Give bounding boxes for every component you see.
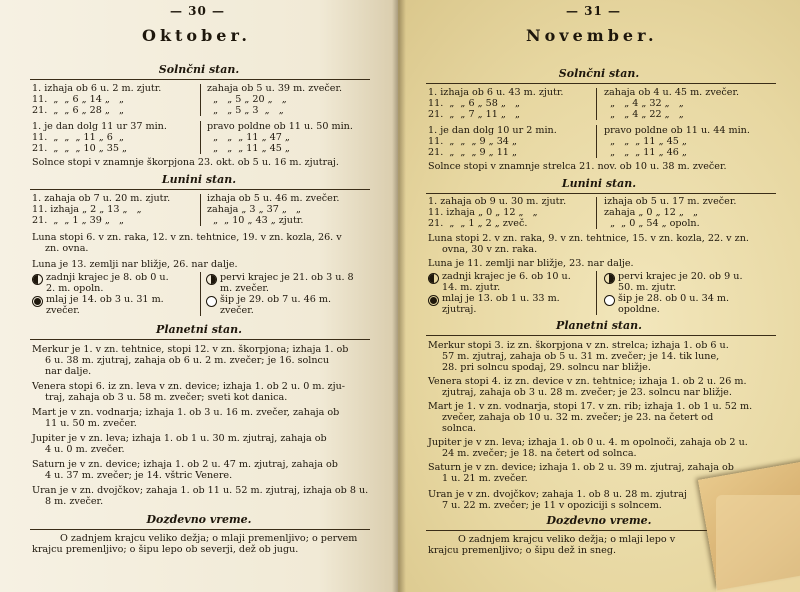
solar-row: „ „ „ 11 „ 47 „ (207, 132, 290, 143)
planet-line: Venera stopi 6. iz zn. leva v zn. device; izhaja 1. ob 2 u. 0 m. zju- (32, 381, 346, 392)
phase-text: pervi krajec je 20. ob 9 u. (618, 271, 743, 282)
column-divider (596, 197, 597, 229)
planet-line: 7 u. 22 m. zvečer; je 11 v opoziciji s solncem. (442, 500, 662, 511)
solar-row: 11. „ „ 6 „ 58 „ „ (428, 98, 520, 109)
planet-line: Merkur stopi 3. iz zn. škorpjona v zn. strelca; izhaja 1. ob 6 u. (428, 340, 729, 351)
divider (426, 335, 776, 336)
paper-stain-highlight (716, 495, 800, 592)
phase-text: zvečer. (46, 305, 80, 316)
planet-line: 1 u. 21 m. zvečer. (442, 473, 528, 484)
weather-heading: Dozdevno vreme. (146, 513, 252, 526)
solar-row: 21. „ „ „ 9 „ 11 „ (428, 147, 517, 158)
solar-row: 21. „ „ „ 10 „ 35 „ (32, 143, 128, 154)
phase-text: 14. m. zjutr. (442, 282, 501, 293)
page-number: — 31 — (566, 4, 622, 18)
planet-line: zvečer, zahaja ob 10 u. 32 m. zvečer; je 23. na četert od (442, 412, 714, 423)
planets-heading: Planetni stan. (556, 319, 642, 332)
weather-line: O zadnjem krajcu veliko dežja; o mlaji lepo v (458, 534, 676, 545)
solar-footer: Solnce stopi v znamnje strelca 21. nov. ob 10 u. 38 m. zvečer. (428, 161, 727, 172)
planet-line: Mart je 1. v zn. vodnarja, stopi 17. v zn. rib; izhaja 1. ob 1 u. 52 m. (428, 401, 753, 412)
planet-line: 28. pri solncu spodaj, 29. solncu nar bližje. (442, 362, 651, 373)
lunar-text: zn. ovna. (45, 243, 89, 254)
phase-text: mlaj je 13. ob 1 u. 33 m. (442, 293, 560, 304)
planet-line: zjutraj, zahaja ob 3 u. 28 m. zvečer; je 23. solncu nar bližje. (442, 387, 732, 398)
month-title: November. (526, 26, 658, 45)
solar-row: 1. je dan dolg 10 ur 2 min. (428, 125, 557, 136)
divider (426, 83, 776, 84)
weather-heading: Dozdevno vreme. (546, 514, 652, 527)
column-divider (200, 194, 201, 226)
planet-line: Jupiter je v zn. leva; izhaja 1. ob 1 u. 30 m. zjutraj, zahaja ob (32, 433, 327, 444)
column-divider (200, 84, 201, 116)
planet-line: Merkur je 1. v zn. tehtnice, stopi 12. v zn. škorpjona; izhaja 1. ob (32, 344, 349, 355)
phase-text: m. zvečer. (220, 283, 269, 294)
new-moon-icon (32, 296, 43, 307)
planet-line: nar dalje. (45, 366, 92, 377)
planet-line: Jupiter je v zn. leva; izhaja 1. ob 0 u. 4. m opolnoči, zahaja ob 2 u. (428, 437, 748, 448)
lunar-row: 11. izhaja „ 0 „ 12 „ „ (428, 207, 538, 218)
planet-line: Mart je v zn. vodnarja; izhaja 1. ob 3 u. 16 m. zvečer, zahaja ob (32, 407, 340, 418)
phase-text: zjutraj. (442, 304, 477, 315)
lunar-heading: Lunini stan. (561, 177, 637, 190)
first-quarter-icon (206, 274, 217, 285)
lunar-row: zahaja „ 3 „ 37 „ „ (207, 204, 301, 215)
lunar-text: Luna je 11. zemlji nar bližje, 23. nar dalje. (428, 258, 634, 269)
phase-text: zadnji krajec je 6. ob 10 u. (442, 271, 571, 282)
last-quarter-icon (32, 274, 43, 285)
solar-row: „ „ „ 11 „ 45 „ (604, 136, 687, 147)
divider (30, 529, 370, 530)
weather-line: O zadnjem krajcu veliko dežja; o mlaji premenljivo; o pervem (60, 533, 358, 544)
lunar-heading: Lunini stan. (161, 173, 237, 186)
phase-text: pervi krajec je 21. ob 3 u. 8 (220, 272, 354, 283)
planet-line: 24 m. zvečer; je 18. na četert od solnca. (442, 448, 637, 459)
lunar-row: izhaja ob 5 u. 46 m. zvečer. (207, 193, 340, 204)
planet-line: Saturn je v zn. device; izhaja 1. ob 2 u. 47 m. zjutraj, zahaja ob (32, 459, 338, 470)
solar-row: zahaja ob 5 u. 39 m. zvečer. (207, 83, 343, 94)
weather-line: krajcu premenljivo; o šipu dež in sneg. (428, 545, 617, 556)
solar-row: „ „ „ 11 „ 45 „ (207, 143, 290, 154)
solar-row: „ „ 5 „ 3 „ „ (207, 105, 284, 116)
solar-row: 1. izhaja ob 6 u. 2 m. zjutr. (32, 83, 162, 94)
solar-row: 21. „ „ 6 „ 28 „ „ (32, 105, 124, 116)
lunar-row: „ „ 10 „ 43 „ zjutr. (207, 215, 304, 226)
solar-row: „ „ 5 „ 20 „ „ (207, 94, 287, 105)
lunar-text: ovna, 30 v zn. raka. (442, 244, 538, 255)
solar-row: 1. izhaja ob 6 u. 43 m. zjutr. (428, 87, 564, 98)
last-quarter-icon (428, 273, 439, 284)
divider (30, 189, 370, 190)
full-moon-icon (604, 295, 615, 306)
planet-line: Uran je v zn. dvojčkov; zahaja 1. ob 11 u. 52 m. zjutraj, izhaja ob 8 u. (32, 485, 369, 496)
page-number: — 30 — (170, 4, 226, 18)
left-page (0, 0, 398, 592)
phase-text: opoldne. (618, 304, 660, 315)
solar-row: 1. je dan dolg 11 ur 37 min. (32, 121, 167, 132)
lunar-text: Luna stopi 2. v zn. raka, 9. v zn. tehtnice, 15. v zn. kozla, 22. v zn. (428, 233, 749, 244)
divider (30, 339, 370, 340)
lunar-row: zahaja „ 0 „ 12 „ „ (604, 207, 698, 218)
solar-row: 11. „ „ „ 9 „ 34 „ (428, 136, 517, 147)
solar-row: „ „ „ 11 „ 46 „ (604, 147, 687, 158)
planet-line: 11 u. 50 m. zvečer. (45, 418, 137, 429)
solar-row: 21. „ „ 7 „ 11 „ „ (428, 109, 520, 120)
planets-heading: Planetni stan. (156, 323, 242, 336)
planet-line: solnca. (442, 423, 477, 434)
phase-text: 50. m. zjutr. (618, 282, 677, 293)
planet-line: 4 u. 37 m. zvečer; je 14. vštric Venere. (45, 470, 233, 481)
planet-line: 4 u. 0 m. zvečer. (45, 444, 125, 455)
right-page (398, 0, 800, 592)
solar-heading: Solnčni stan. (158, 63, 240, 76)
planet-line: Saturn je v zn. device; izhaja 1. ob 2 u. 39 m. zjutraj, zahaja ob (428, 462, 734, 473)
month-title: Oktober. (142, 26, 251, 45)
lunar-row: „ „ 0 „ 54 „ opoln. (604, 218, 700, 229)
planet-line: Uran je v zn. dvojčkov; zahaja 1. ob 8 u. 28 m. zjutraj (428, 489, 687, 500)
lunar-row: 21. „ „ 1 „ 39 „ „ (32, 215, 124, 226)
lunar-text: Luna je 13. zemlji nar bližje, 26. nar dalje. (32, 259, 238, 270)
lunar-row: izhaja ob 5 u. 17 m. zvečer. (604, 196, 737, 207)
book-gutter (392, 0, 406, 592)
divider (426, 193, 776, 194)
phase-text: zadnji krajec je 8. ob 0 u. (46, 272, 169, 283)
column-divider (596, 125, 597, 158)
phase-text: šip je 29. ob 7 u. 46 m. (220, 294, 331, 305)
solar-row: „ „ 4 „ 32 „ „ (604, 98, 684, 109)
lunar-row: 21. „ „ 1 „ 2 „ zveč. (428, 218, 528, 229)
planet-line: 8 m. zvečer. (45, 496, 104, 507)
weather-line: krajcu premenljivo; o šipu lepo ob severji, dež ob jugu. (32, 544, 299, 555)
solar-row: 11. „ „ „ 11 „ 6 „ (32, 132, 124, 143)
solar-row: pravo poldne ob 11 u. 50 min. (207, 121, 353, 132)
solar-row: 11. „ „ 6 „ 14 „ „ (32, 94, 124, 105)
planet-line: Venera stopi 4. iz zn. device v zn. tehtnice; izhaja 1. ob 2 u. 26 m. (428, 376, 747, 387)
planet-line: 6 u. 38 m. zjutraj, zahaja ob 6 u. 2 m. zvečer; je 16. solncu (45, 355, 330, 366)
column-divider (200, 121, 201, 154)
column-divider (200, 272, 201, 316)
solar-row: „ „ 4 „ 22 „ „ (604, 109, 684, 120)
lunar-row: 1. zahaja ob 7 u. 20 m. zjutr. (32, 193, 171, 204)
phase-text: 2. m. opoln. (46, 283, 104, 294)
solar-row: pravo poldne ob 11 u. 44 min. (604, 125, 750, 136)
phase-text: mlaj je 14. ob 3 u. 31 m. (46, 294, 164, 305)
lunar-row: 1. zahaja ob 9 u. 30 m. zjutr. (428, 196, 567, 207)
lunar-text: Luna stopi 6. v zn. raka, 12. v zn. tehtnice, 19. v zn. kozla, 26. v (32, 232, 342, 243)
phase-text: zvečer. (220, 305, 254, 316)
lunar-row: 11. izhaja „ 2 „ 13 „ „ (32, 204, 142, 215)
solar-heading: Solnčni stan. (558, 67, 640, 80)
column-divider (596, 88, 597, 120)
planet-line: traj, zahaja ob 3 u. 58 m. zvečer; sveti kot danica. (45, 392, 288, 403)
planet-line: 57 m. zjutraj, zahaja ob 5 u. 31 m. zvečer; je 14. tik lune, (442, 351, 720, 362)
phase-text: šip je 28. ob 0 u. 34 m. (618, 293, 729, 304)
solar-row: zahaja ob 4 u. 45 m. zvečer. (604, 87, 740, 98)
solar-footer: Solnce stopi v znamnje škorpjona 23. okt. ob 5 u. 16 m. zjutraj. (32, 157, 339, 168)
divider (30, 79, 370, 80)
full-moon-icon (206, 296, 217, 307)
new-moon-icon (428, 295, 439, 306)
column-divider (596, 271, 597, 315)
first-quarter-icon (604, 273, 615, 284)
